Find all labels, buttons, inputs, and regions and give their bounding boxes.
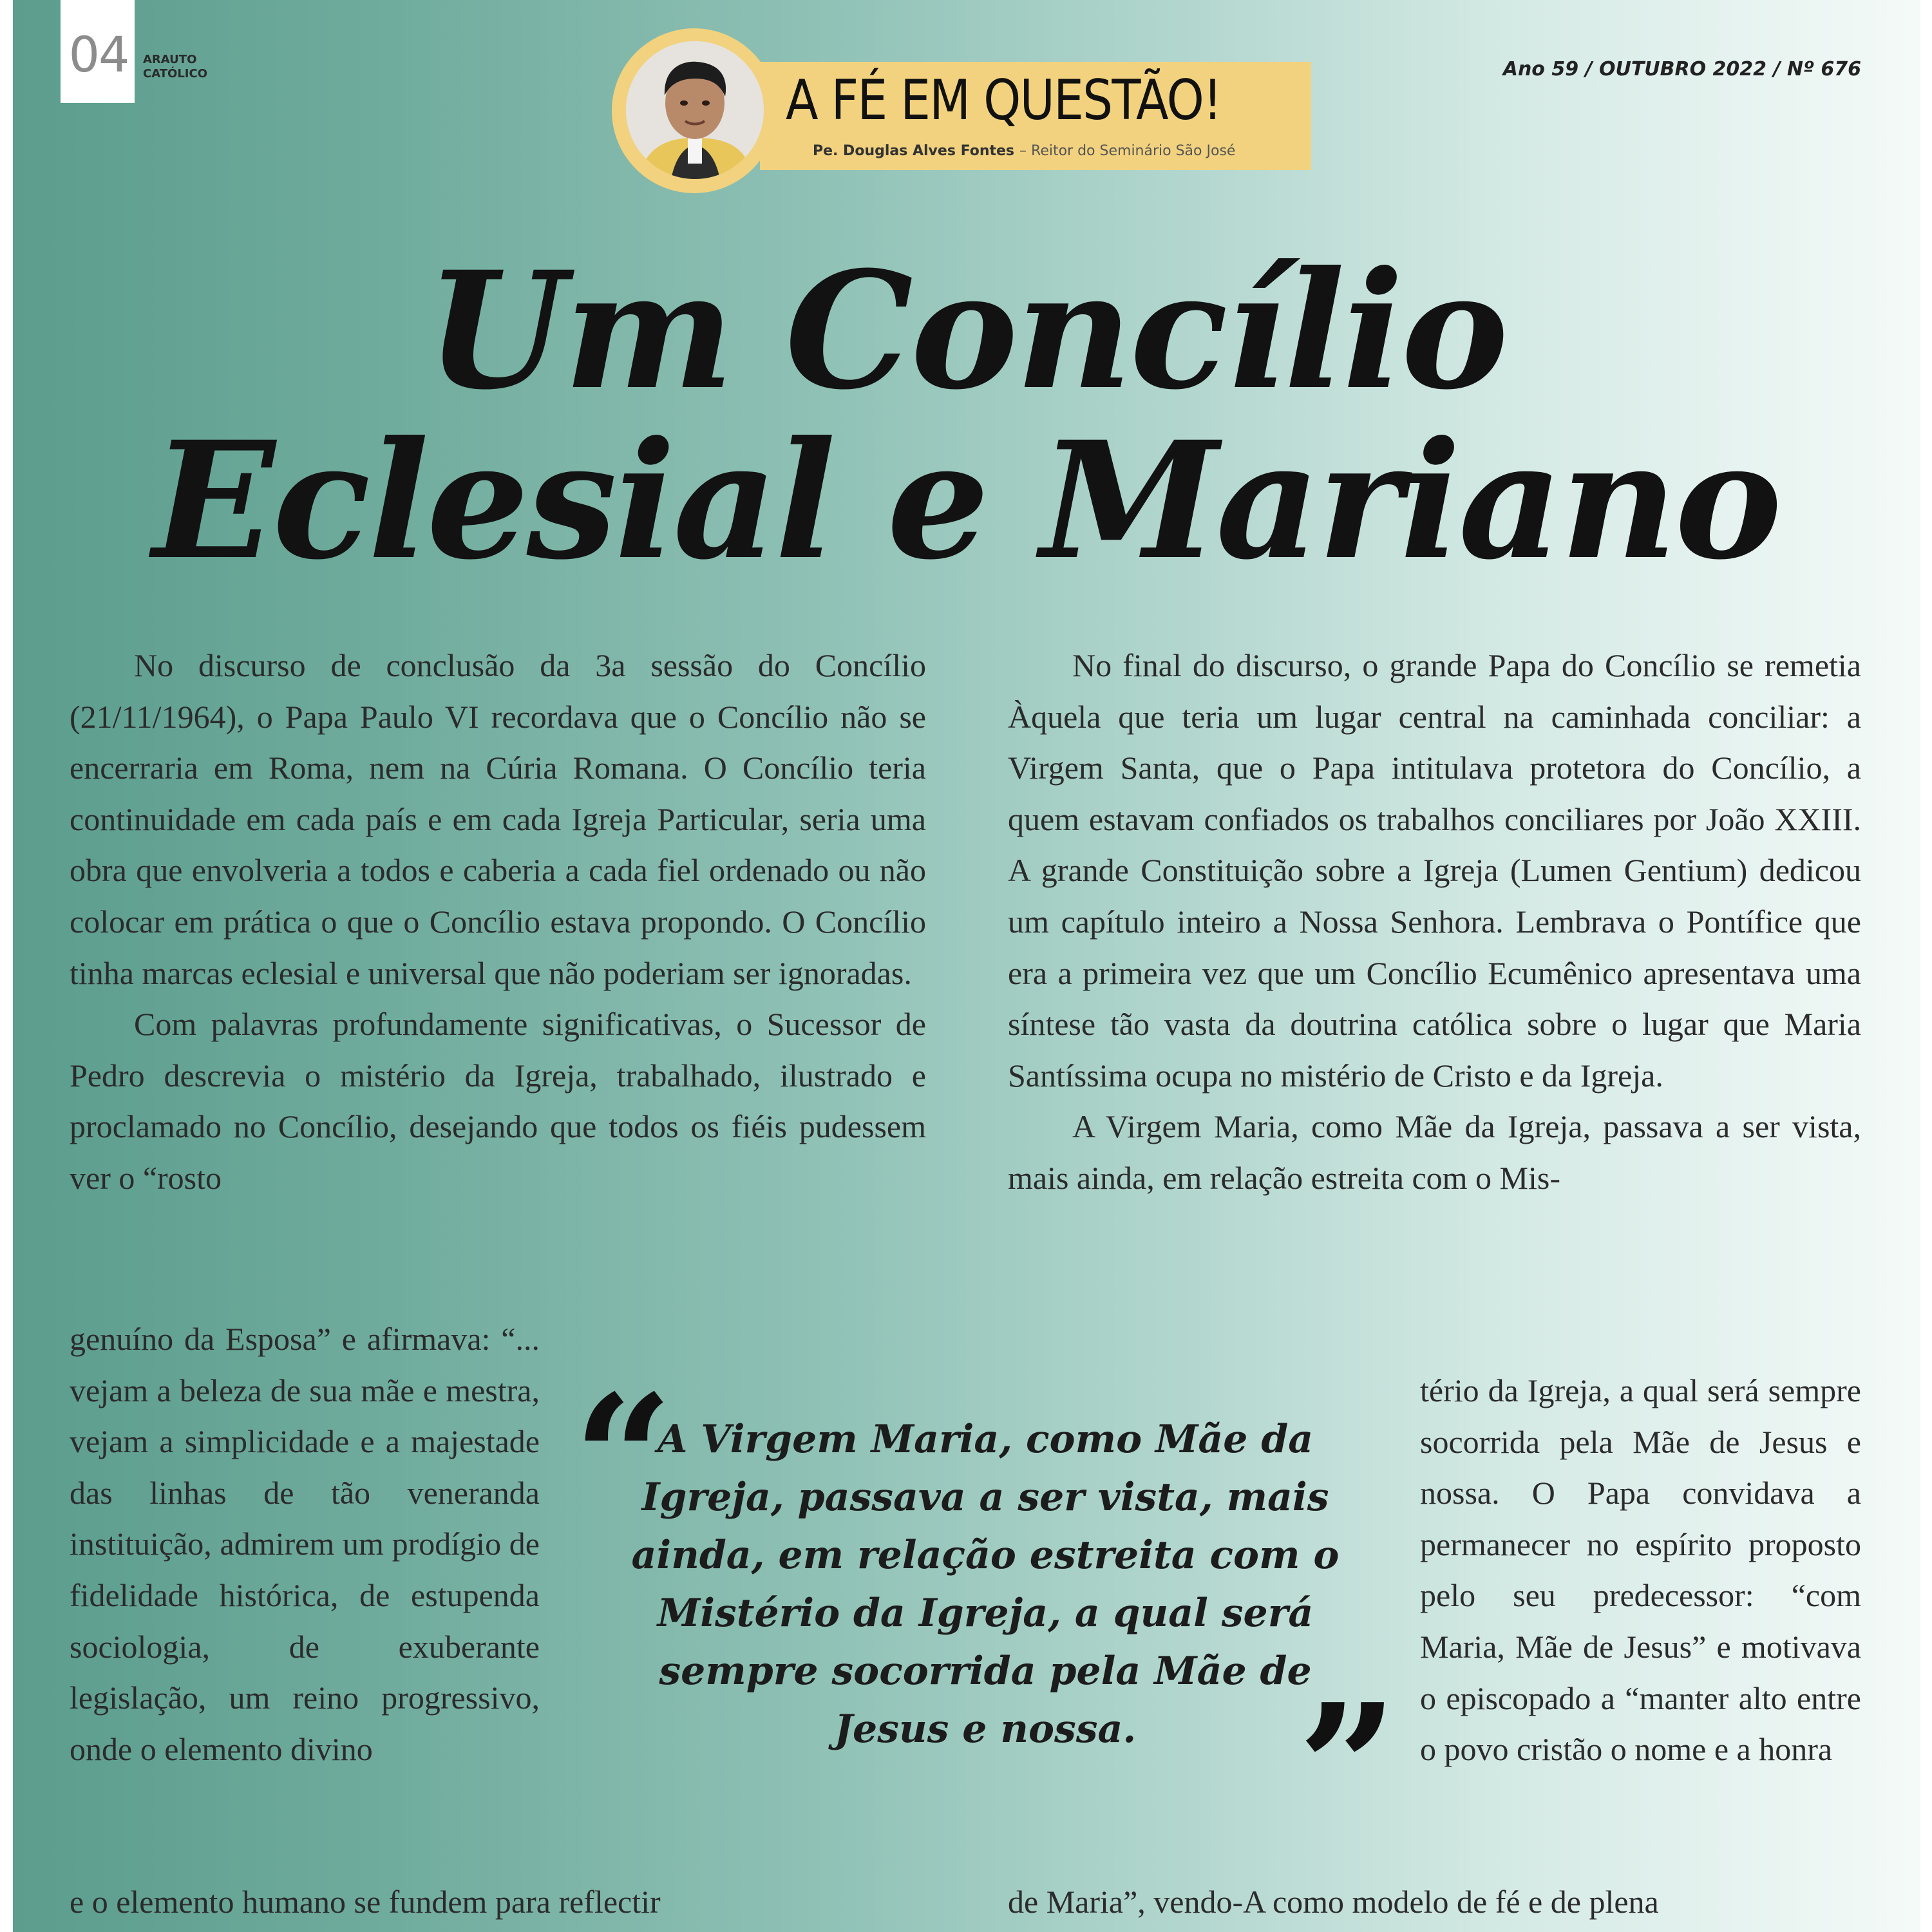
author-photo [626, 41, 764, 179]
article-column-right-bottom [1008, 1877, 1861, 1928]
left-paragraph-2-continued: genuíno da Esposa” e afirmava: “... vejam a beleza de sua mãe e mestra, vejam a simplicidade e a majestade das linhas de tão veneranda instituição, admirem um prodígio de fidelidade histórica, de estupenda sociologia, de exuberante legislação, um reino progressivo, onde o elemento divino [70, 1321, 540, 1767]
right-paragraph-2-continued: tério da Igreja, a qual será sempre socorrida pela Mãe de Jesus e nossa. O Papa convidava a permanecer no espírito proposto pelo seu predecessor: “com Maria, Mãe de Jesus” e motivava o episcopado a “manter alto entre o povo cristão o nome e a honra [1420, 1372, 1861, 1768]
author-portrait-icon [626, 41, 764, 179]
column-author [813, 143, 1235, 159]
right-paragraph-2: A Virgem Maria, como Mãe da Igreja, passava a ser vista, mais ainda, em relação estreita com o Mis- [1008, 1108, 1861, 1196]
article-title-line-1: Um Concílio [426, 236, 1506, 425]
column-author-role: – Reitor do Seminário São José [1019, 143, 1236, 159]
page-number: 04 [68, 26, 129, 83]
open-quote-icon: “ [573, 1356, 674, 1561]
article-title-line-2: Eclesial e Mariano [152, 406, 1780, 595]
article-column-left-wrap [70, 1314, 540, 1775]
left-paragraph-2: Com palavras profundamente significativas, o Sucessor de Pedro descrevia o mistério da Igreja, trabalhado, ilustrado e proclamado no Concílio, desejando que todos os fiéis pudessem ver o “rosto [70, 1006, 926, 1196]
article-column-right [1008, 640, 1861, 1204]
article-column-left-bottom [70, 1877, 926, 1928]
right-paragraph-2-bottom: de Maria”, vendo-A como modelo de fé e de plena [1008, 1884, 1659, 1920]
column-title: A FÉ EM QUESTÃO! [786, 68, 1222, 133]
left-paragraph-1: No discurso de conclusão da 3a sessão do Concílio (21/11/1964), o Papa Paulo VI recordava que o Concílio não se encerraria em Roma, nem na Cúria Romana. O Concílio teria continuidade em cada país e em cada Igreja Particular, seria uma obra que envolveria a todos e caberia a cada fiel ordenado ou não colocar em prática o que o Concílio estava propondo. O Concílio tinha marcas eclesial e universal que não poderiam ser ignoradas. [70, 647, 926, 991]
close-quote-icon: ” [1298, 1665, 1398, 1870]
issue-info: Ano 59 / OUTUBRO 2022 / Nº 676 [1502, 58, 1861, 80]
article-column-right-wrap [1420, 1365, 1861, 1776]
right-paragraph-1: No final do discurso, o grande Papa do Concílio se remetia Àquela que teria um lugar central na caminhada conciliar: a Virgem Santa, que o Papa intitulava protetora do Concílio, a quem estavam confiados os trabalhos conciliares por João XXIII. A grande Constituição sobre a Igreja (Lumen Gentium) dedicou um capítulo inteiro a Nossa Senhora. Lembrava o Pontífice que era a primeira vez que um Concílio Ecumênico apresentava uma síntese tão vasta da doutrina católica sobre o lugar que Maria Santíssima ocupa no mistério de Cristo e da Igreja. [1008, 647, 1861, 1094]
left-paragraph-2-bottom: e o elemento humano se fundem para reflectir [70, 1884, 661, 1920]
pull-quote: A Virgem Maria, como Mãe da Igreja, passava a ser vista, mais ainda, em relação estreita com o Mistério da Igreja, a qual será sempre socorrida pela Mãe de Jesus e nossa. [631, 1417, 1340, 1752]
column-author-name: Pe. Douglas Alves Fontes [813, 143, 1015, 159]
publication-name: ARAUTO CATÓLICO [143, 53, 208, 80]
article-column-left [70, 640, 926, 1204]
